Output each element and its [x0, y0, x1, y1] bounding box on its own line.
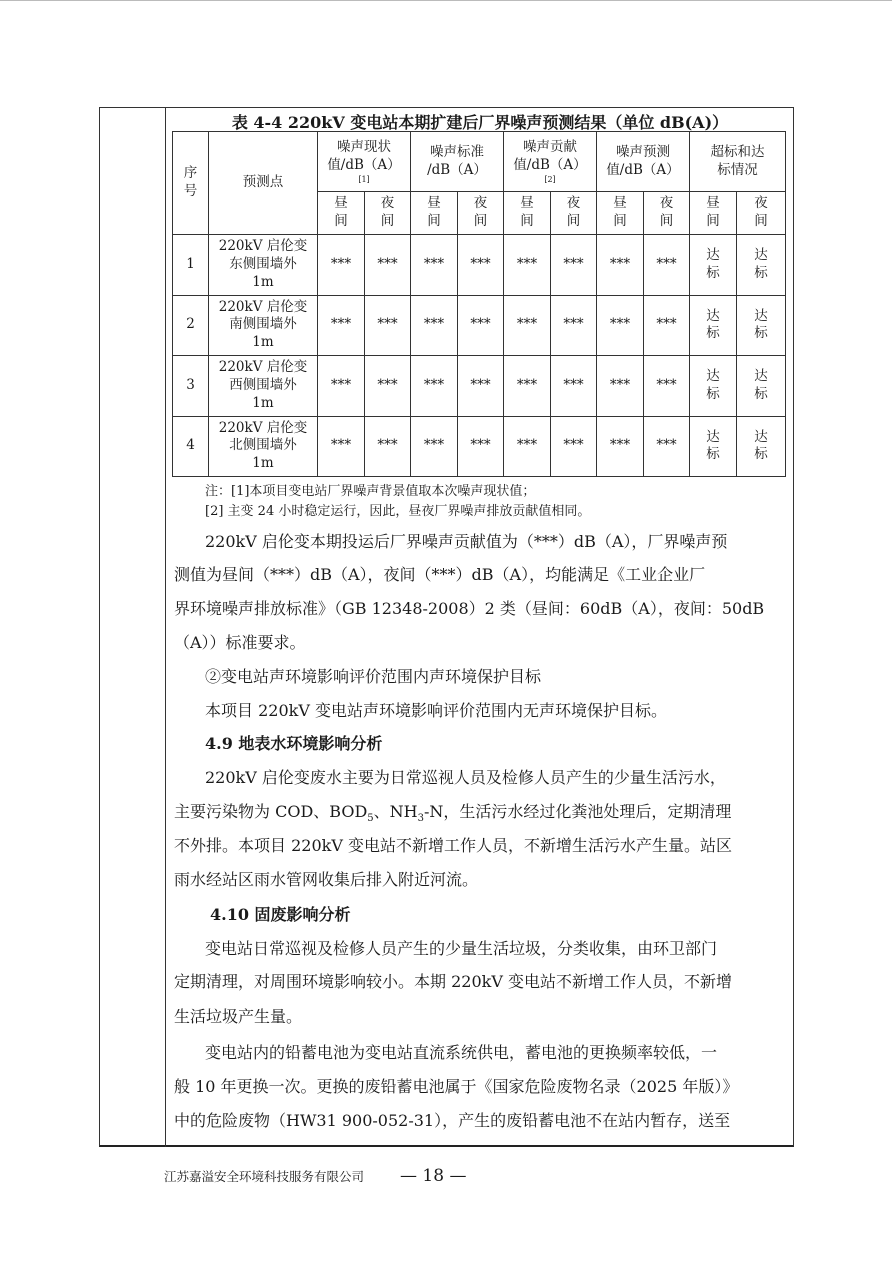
table-note-2: [2] 主变 24 小时稳定运行，因此，昼夜厂界噪声排放贡献值相同。: [205, 504, 591, 519]
value-cell: ***: [504, 416, 551, 477]
paragraph-waste-l3: 生活垃圾产生量。: [174, 1007, 303, 1026]
paragraph-water-l1: 220kV 启伦变废水主要为日常巡视人员及检修人员产生的少量生活污水，: [205, 768, 726, 787]
value-cell: ***: [644, 416, 690, 477]
value-cell: ***: [318, 295, 365, 356]
night-status: 达 标: [737, 416, 786, 477]
night-status: 达 标: [737, 295, 786, 356]
header-point: 预测点: [209, 132, 318, 235]
left-column: [99, 107, 166, 1147]
value-cell: ***: [365, 295, 411, 356]
ref-2: [2]: [544, 174, 556, 184]
table-row: [173, 235, 786, 296]
header-day: 昼 间: [318, 192, 365, 235]
paragraph-battery-l2: 般 10 年更换一次。更换的废铅蓄电池属于《国家危险废物名录（2025 年版）》: [174, 1077, 739, 1096]
header-night: 夜 间: [644, 192, 690, 235]
section-heading-4-9: 4.9 地表水环境影响分析: [205, 734, 383, 753]
paragraph-no-target: 本项目 220kV 变电站声环境影响评价范围内无声环境保护目标。: [205, 701, 667, 720]
value-cell: ***: [458, 235, 504, 296]
paragraph-noise-l1: 220kV 启伦变本期投运后厂界噪声贡献值为（***）dB（A），厂界噪声预: [205, 532, 728, 551]
value-cell: ***: [318, 356, 365, 417]
paragraph-water-l2: 主要污染物为 COD、$BOD_5$、$NH_3-N$，生活污水经过化粪池处理后，定期清理: [174, 802, 732, 825]
value-cell: ***: [597, 295, 644, 356]
value-cell: ***: [458, 295, 504, 356]
value-cell: ***: [458, 416, 504, 477]
prediction-point: 220kV 启伦变 北侧围墙外 1m: [209, 416, 318, 477]
header-current: 噪声现状 值/dB（A） [1]: [318, 132, 411, 192]
value-cell: ***: [411, 295, 458, 356]
value-cell: ***: [551, 356, 597, 417]
section-heading-4-10: 4.10 固废影响分析: [210, 905, 351, 924]
paragraph-waste-l2: 定期清理，对周围环境影响较小。本期 220kV 变电站不新增工作人员，不新增: [174, 972, 732, 991]
row-number: 1: [173, 235, 209, 296]
header-day: 昼 间: [597, 192, 644, 235]
noise-prediction-table: [172, 131, 786, 477]
table-row: [173, 416, 786, 477]
value-cell: ***: [597, 356, 644, 417]
value-cell: ***: [597, 235, 644, 296]
paragraph-water-l4: 雨水经站区雨水管网收集后排入附近河流。: [174, 870, 479, 889]
value-cell: ***: [597, 416, 644, 477]
header-exceed: 超标和达 标情况: [690, 132, 786, 192]
value-cell: ***: [504, 295, 551, 356]
prediction-point: 220kV 启伦变 东侧围墙外 1m: [209, 235, 318, 296]
night-status: 达 标: [737, 235, 786, 296]
day-status: 达 标: [690, 416, 737, 477]
ref-1: [1]: [358, 174, 370, 184]
paragraph-noise-l2: 测值为昼间（***）dB（A），夜间（***）dB（A），均能满足《工业企业厂: [174, 565, 706, 584]
value-cell: ***: [644, 356, 690, 417]
header-prediction: 噪声预测 值/dB（A）: [597, 132, 690, 192]
row-number: 2: [173, 295, 209, 356]
value-cell: ***: [318, 235, 365, 296]
value-cell: ***: [365, 235, 411, 296]
header-night: 夜 间: [365, 192, 411, 235]
value-cell: ***: [504, 235, 551, 296]
paragraph-battery-l3: 中的危险废物（HW31 900-052-31），产生的废铅蓄电池不在站内暂存，送至: [174, 1111, 731, 1130]
top-rule: [0, 0, 892, 1]
header-standard: 噪声标准 /dB（A）: [411, 132, 504, 192]
table-row: [173, 295, 786, 356]
header-day: 昼 间: [504, 192, 551, 235]
day-status: 达 标: [690, 295, 737, 356]
header-contribution: 噪声贡献 值/dB（A） [2]: [504, 132, 597, 192]
value-cell: ***: [411, 235, 458, 296]
value-cell: ***: [551, 416, 597, 477]
footer-company: 江苏嘉溢安全环境科技服务有限公司: [164, 1169, 365, 1184]
prediction-point: 220kV 启伦变 南侧围墙外 1m: [209, 295, 318, 356]
paragraph-battery-l1: 变电站内的铅蓄电池为变电站直流系统供电，蓄电池的更换频率较低，一: [205, 1043, 718, 1062]
header-day: 昼 间: [411, 192, 458, 235]
header-night: 夜 间: [551, 192, 597, 235]
table-title: 表 4-4 220kV 变电站本期扩建后厂界噪声预测结果（单位 dB(A)）: [231, 113, 729, 132]
paragraph-waste-l1: 变电站日常巡视及检修人员产生的少量生活垃圾，分类收集，由环卫部门: [205, 939, 718, 958]
table-note-1: 注：[1]本项目变电站厂界噪声背景值取本次噪声现状值；: [205, 484, 536, 499]
value-cell: ***: [551, 235, 597, 296]
value-cell: ***: [504, 356, 551, 417]
header-night: 夜 间: [458, 192, 504, 235]
value-cell: ***: [411, 356, 458, 417]
subheading-protection-target: ②变电站声环境影响评价范围内声环境保护目标: [205, 667, 542, 686]
prediction-point: 220kV 启伦变 西侧围墙外 1m: [209, 356, 318, 417]
value-cell: ***: [644, 235, 690, 296]
night-status: 达 标: [737, 356, 786, 417]
value-cell: ***: [318, 416, 365, 477]
header-day: 昼 间: [690, 192, 737, 235]
value-cell: ***: [458, 356, 504, 417]
value-cell: ***: [411, 416, 458, 477]
value-cell: ***: [365, 416, 411, 477]
header-night: 夜 间: [737, 192, 786, 235]
header-seq: 序 号: [173, 132, 209, 235]
paragraph-noise-l4: （A））标准要求。: [174, 633, 306, 652]
row-number: 3: [173, 356, 209, 417]
paragraph-noise-l3: 界环境噪声排放标准》（GB 12348-2008）2 类（昼间：60dB（A），夜间：50dB: [174, 599, 765, 618]
page-number: — 18 —: [400, 1166, 467, 1186]
value-cell: ***: [551, 295, 597, 356]
row-number: 4: [173, 416, 209, 477]
value-cell: ***: [644, 295, 690, 356]
day-status: 达 标: [690, 235, 737, 296]
day-status: 达 标: [690, 356, 737, 417]
table-row: [173, 356, 786, 417]
value-cell: ***: [365, 356, 411, 417]
paragraph-water-l3: 不外排。本项目 220kV 变电站不新增工作人员，不新增生活污水产生量。站区: [174, 836, 732, 855]
